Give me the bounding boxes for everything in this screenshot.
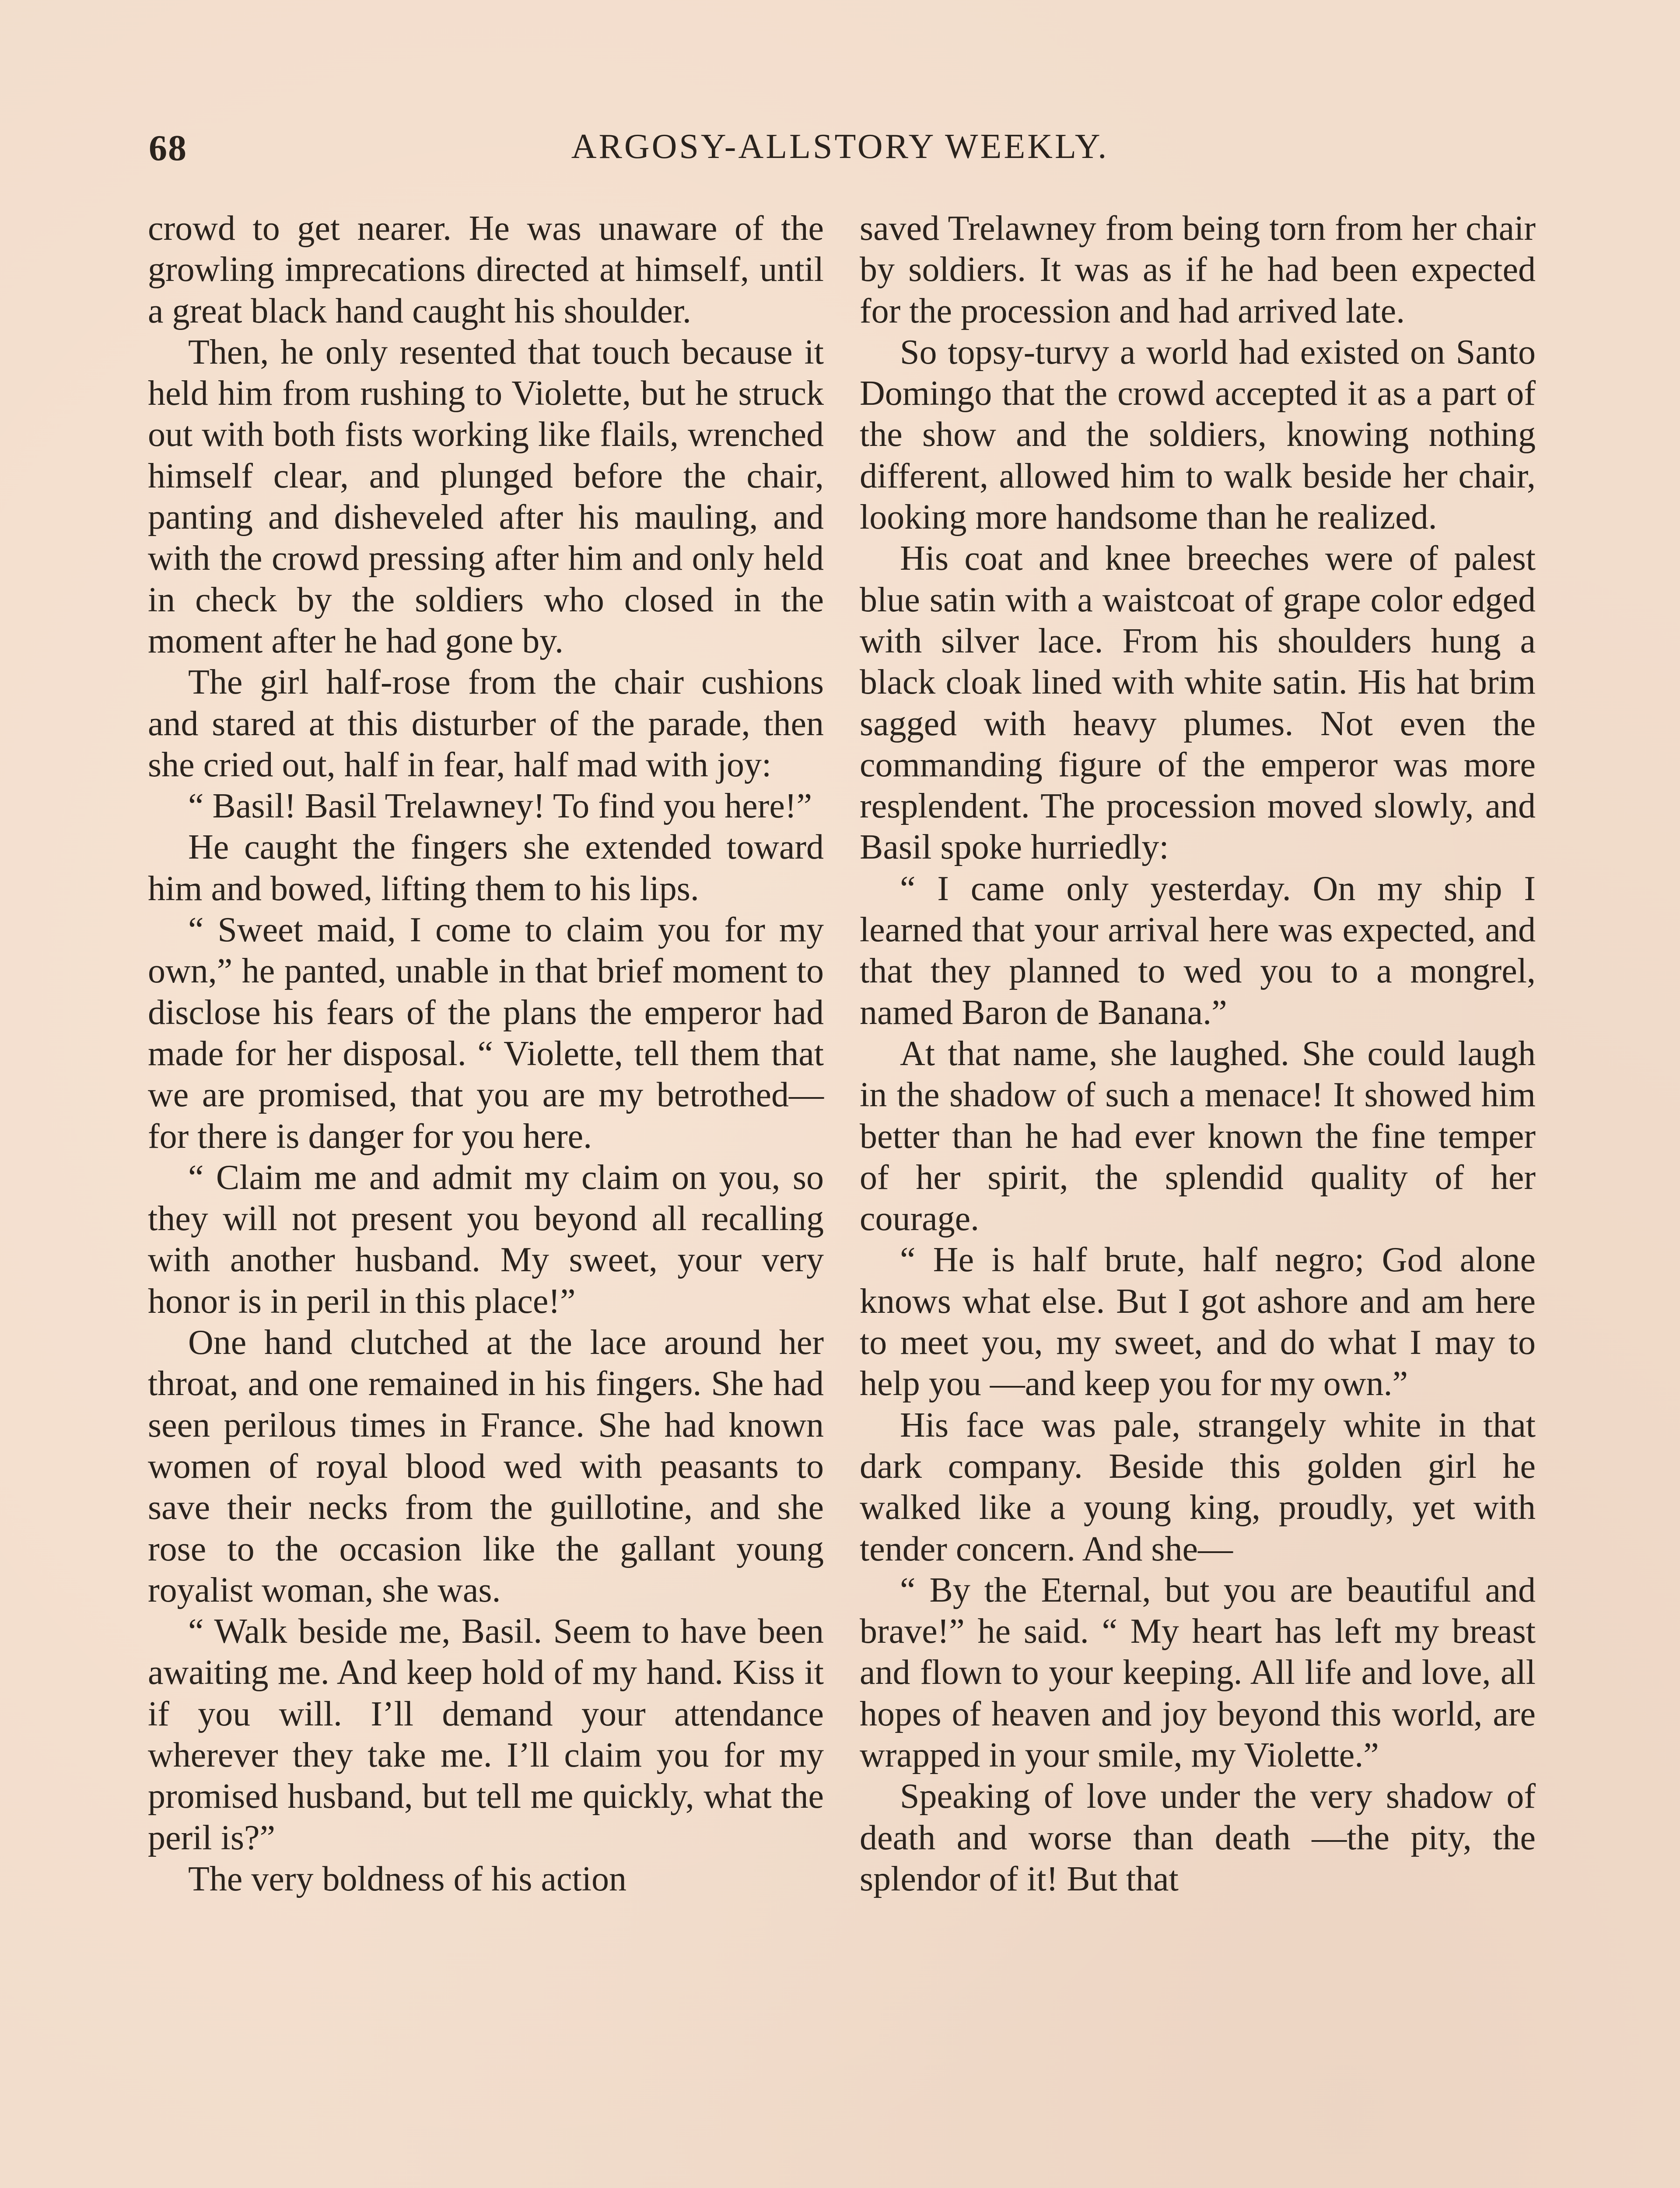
paragraph: So topsy-turvy a world had existed on Santo Domingo that the crowd accepted it as a part of the show and the soldiers, knowing nothing different, allowed him to walk beside her chair, looking more handsome than he realized. <box>860 333 1536 537</box>
paragraph: “ Sweet maid, I come to claim you for my own,” he panted, unable in that brief moment to disclose his fears of the plans the emperor had made for her disposal. “ Violette, tell them that we are promised, that you are my betrothed—for there is danger for you here. <box>148 911 824 1156</box>
paragraph: crowd to get nearer. He was unaware of the growling imprecations directed at himself, until a great black hand caught his shoulder. <box>148 209 824 330</box>
paragraph: “ I came only yesterday. On my ship I learned that your arrival here was expected, and that they planned to wed you to a mongrel, named Baron de Banana.” <box>860 869 1536 1032</box>
paragraph: “ Walk beside me, Basil. Seem to have been awaiting me. And keep hold of my hand. Kiss it if you will. I’ll demand your attendance wherever they take me. I’ll claim you for my promised husband, but tell me quickly, what the peril is?” <box>148 1612 824 1857</box>
paragraph: “ By the Eternal, but you are beautiful and brave!” he said. “ My heart has left my breast and flown to your keeping. All life and love, all hopes of heaven and joy beyond this world, are wrapped in your smile, my Violette.” <box>860 1571 1536 1774</box>
paragraph: Then, he only resented that touch because it held him from rushing to Violette, but he struck out with both fists working like flails, wrenched himself clear, and plunged before the chair, panting and disheveled after his mauling, and with the crowd pressing after him and only held in check by the soldiers who closed in the moment after he had gone by. <box>148 333 824 660</box>
paragraph: One hand clutched at the lace around her throat, and one remained in his fingers. She had seen perilous times in France. She had known women of royal blood wed with peasants to save their necks from the guillotine, and she rose to the occasion like the gallant young royalist woman, she was. <box>148 1323 824 1609</box>
paragraph: The very boldness of his action <box>188 1859 626 1898</box>
running-title: ARGOSY-ALLSTORY WEEKLY. <box>571 127 1109 166</box>
paragraph: “ Claim me and admit my claim on you, so they will not present you beyond all recalling with another husband. My sweet, your very honor is in peril in this place!” <box>148 1158 824 1321</box>
paragraph: saved Trelawney from being torn from her chair by soldiers. It was as if he had been expected for the procession and had arrived late. <box>860 209 1536 330</box>
page-header <box>149 127 1531 188</box>
paragraph: The girl half-rose from the chair cushions and stared at this disturber of the parade, then she cried out, half in fear, half mad with joy: <box>148 663 824 784</box>
right-column <box>860 208 1536 1900</box>
page-number: 68 <box>149 128 187 168</box>
paragraph: “ He is half brute, half negro; God alone knows what else. But I got ashore and am here to meet you, my sweet, and do what I may to help you —and keep you for my own.” <box>860 1241 1536 1403</box>
paragraph: At that name, she laughed. She could laugh in the shadow of such a menace! It showed him better than he had ever known the fine temper of her spirit, the splendid quality of her courage. <box>860 1034 1536 1238</box>
paragraph: Speaking of love under the very shadow of death and worse than death —the pity, the splendor of it! But that <box>860 1777 1536 1898</box>
paragraph: He caught the fingers she extended toward him and bowed, lifting them to his lips. <box>148 828 824 908</box>
left-column <box>148 208 824 1900</box>
paragraph: His coat and knee breeches were of palest blue satin with a waistcoat of grape color edged with silver lace. From his shoulders hung a black cloak lined with white satin. His hat brim sagged with heavy plumes. Not even the commanding figure of the emperor was more resplendent. The procession moved slowly, and Basil spoke hurriedly: <box>860 539 1536 867</box>
paragraph: His face was pale, strangely white in that dark company. Beside this golden girl he walked like a young king, proudly, yet with tender concern. And she— <box>860 1406 1536 1568</box>
paragraph: “ Basil! Basil Trelawney! To find you here!” <box>188 787 812 826</box>
